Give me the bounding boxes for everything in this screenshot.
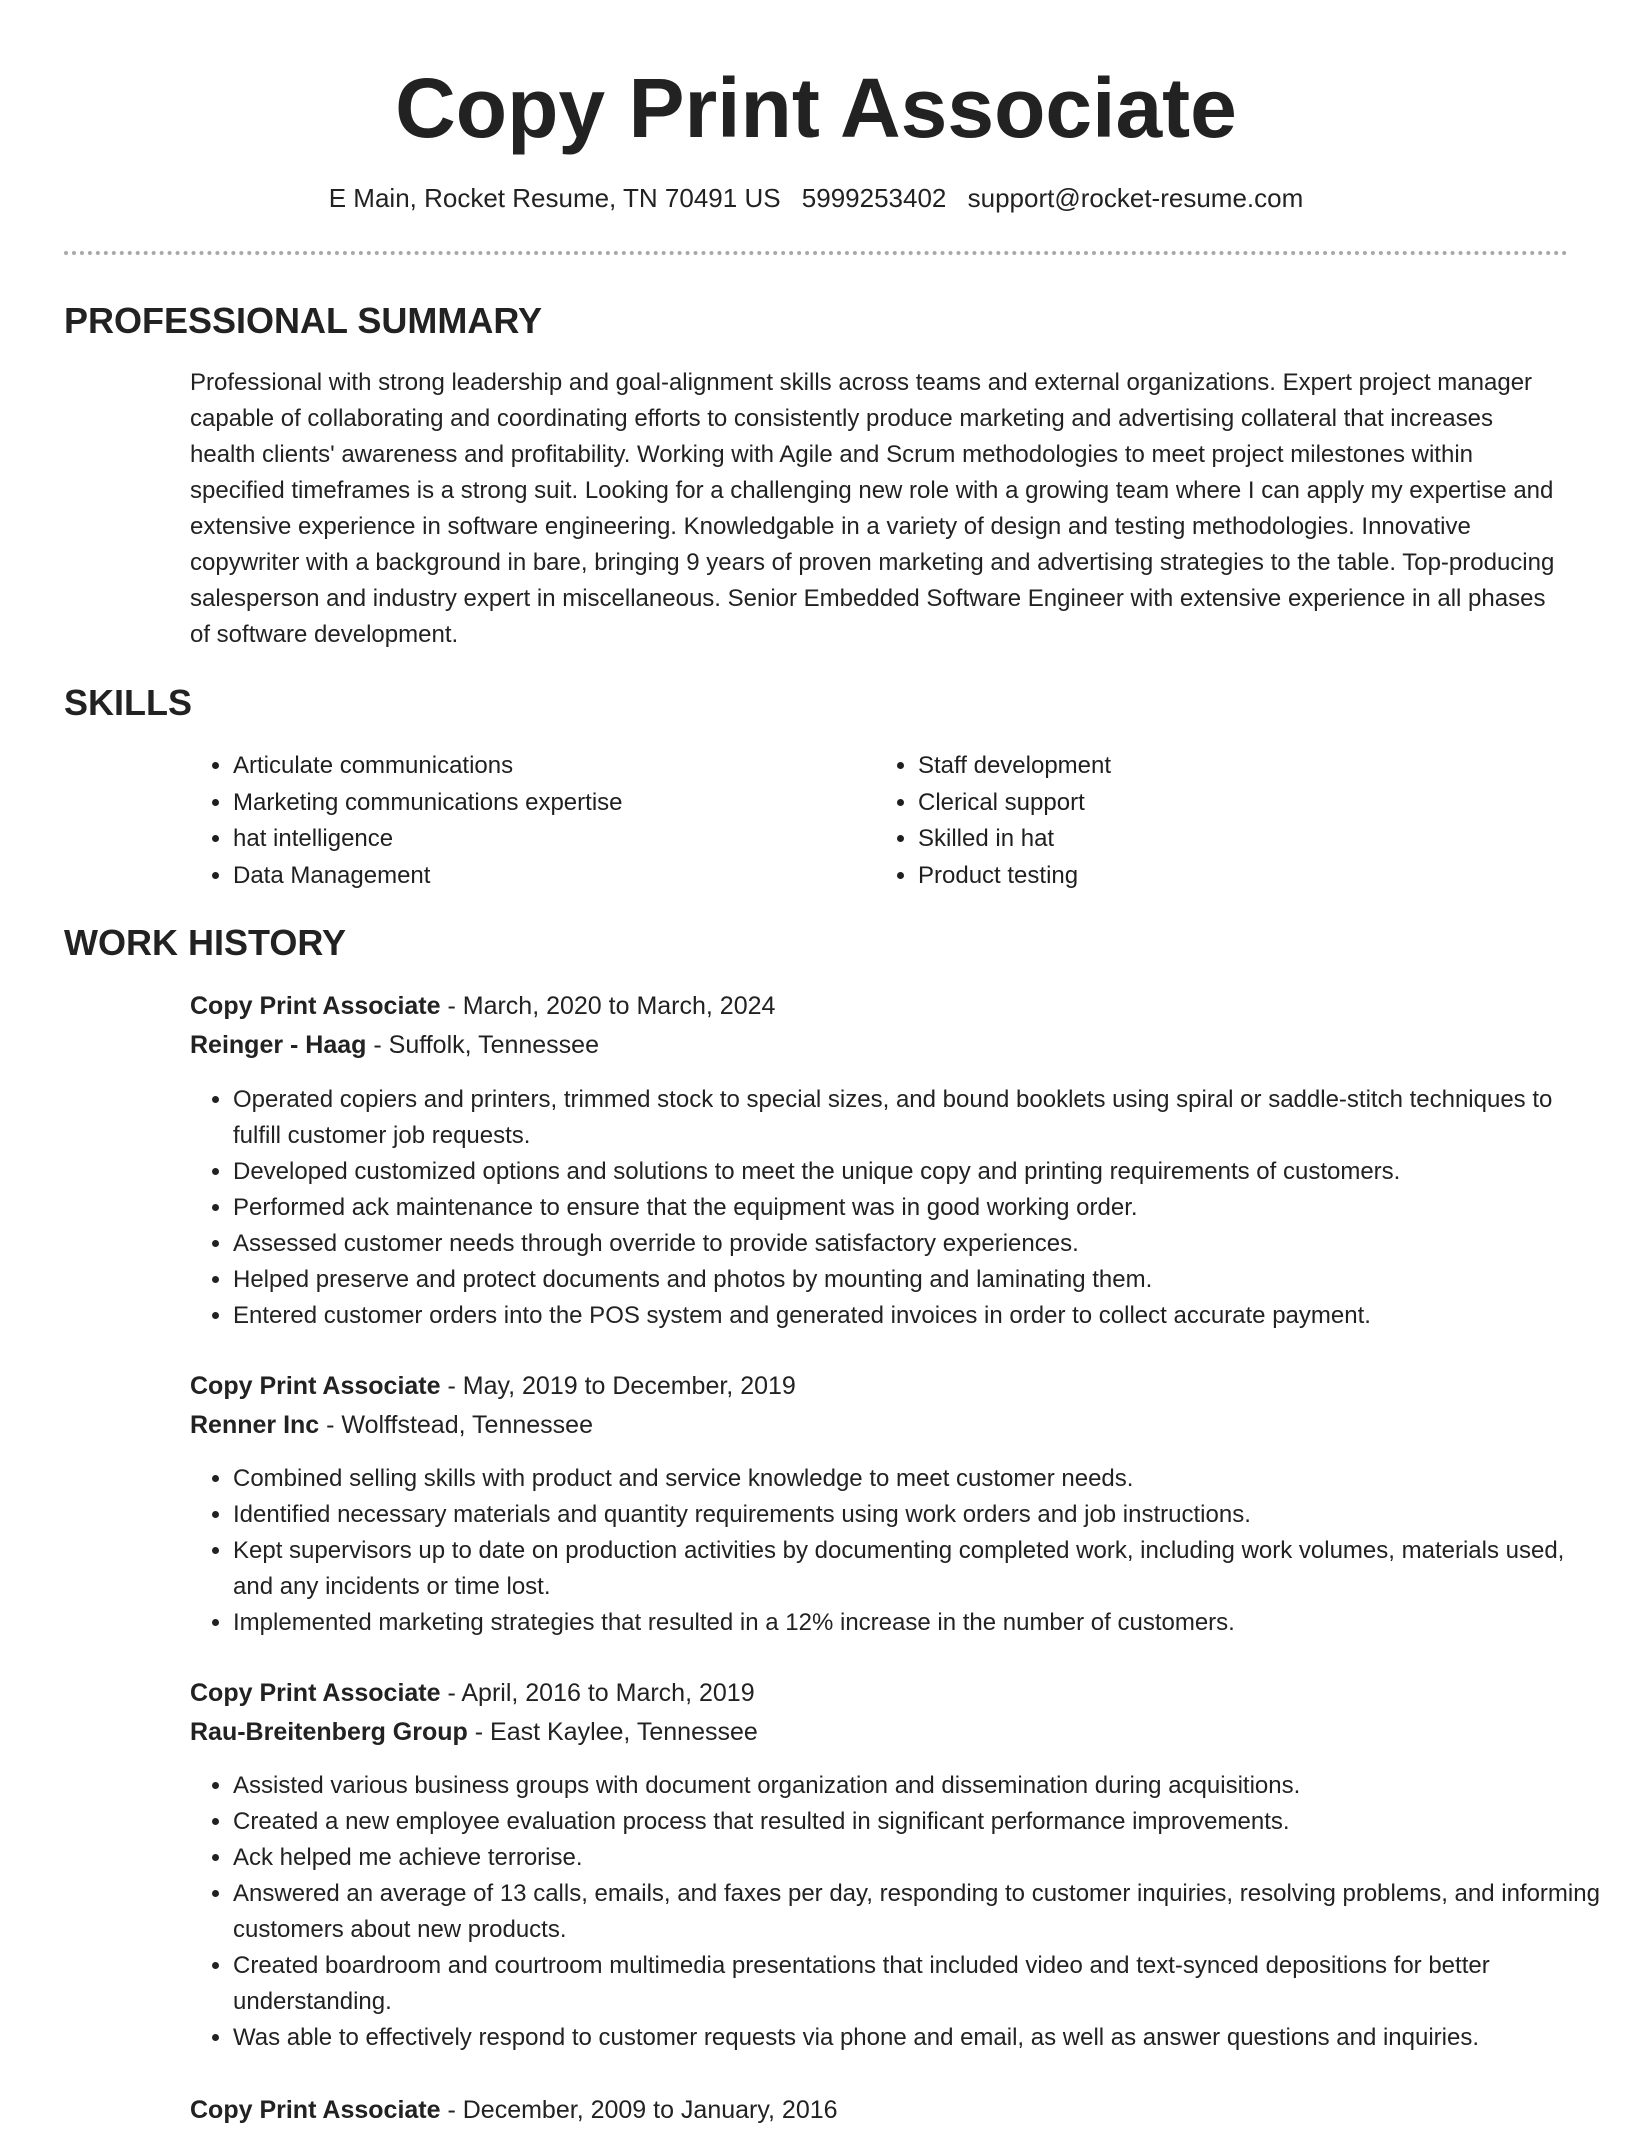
job-bullet: • Implemented marketing strategies that resulted in a 12% increase in the number of customers. <box>233 1605 1603 1641</box>
job-bullet: • Answered an average of 13 calls, emails, and faxes per day, responding to customer inquiries, resolving problems, and informing customers about new products. <box>233 1876 1603 1948</box>
header-divider <box>64 251 1568 255</box>
job-role: Copy Print Associate <box>190 2096 441 2124</box>
job-bullet: • Helped preserve and protect documents and photos by mounting and laminating them. <box>233 1262 1603 1298</box>
contact-address: E Main, Rocket Resume, TN 70491 US <box>328 183 781 213</box>
job-company-line <box>190 1406 1560 1444</box>
job-dates: - December, 2009 to January, 2016 <box>440 2096 838 2124</box>
job-title-line <box>190 987 1560 1025</box>
job-role: Copy Print Associate <box>190 1372 441 1400</box>
job-bullet: • Operated copiers and printers, trimmed stock to special sizes, and bound booklets using spiral or saddle-stitch techniques to fulfill customer job requests. <box>233 1082 1603 1154</box>
contact-info <box>0 181 1632 215</box>
skill-item: • hat intelligence <box>233 821 875 858</box>
contact-email: support@rocket-resume.com <box>967 183 1304 213</box>
skill-item: • Marketing communications expertise <box>233 785 875 822</box>
job-title-line <box>190 2091 1560 2129</box>
job-dates: - April, 2016 to March, 2019 <box>440 1679 755 1707</box>
skill-item: • Data Management <box>233 858 875 895</box>
skill-item: • Product testing <box>918 858 1560 895</box>
job-company: Rau-Breitenberg Group <box>190 1718 468 1746</box>
job-bullet: • Created boardroom and courtroom multimedia presentations that included video and text-synced depositions for better understanding. <box>233 1948 1603 2020</box>
job-bullet: • Developed customized options and solutions to meet the unique copy and printing requirements of customers. <box>233 1154 1603 1190</box>
job-bullets <box>190 1768 1603 2056</box>
skills-column-left <box>190 748 875 894</box>
job-company: Renner Inc <box>190 1411 320 1439</box>
job-role: Copy Print Associate <box>190 992 441 1020</box>
skill-item: • Clerical support <box>918 785 1560 822</box>
skill-item: • Staff development <box>918 748 1560 785</box>
skills-column-right <box>875 748 1560 894</box>
section-title-work-history: WORK HISTORY <box>64 922 347 963</box>
summary-text: Professional with strong leadership and goal-alignment skills across teams and external organizations. Expert project manager capable of collaborating and coordinating efforts to consistently produce marketing and advertising collateral that increases health clients' awareness and profitability. Working with Agile and Scrum methodologies to meet project milestones within specified timeframes is a strong suit. Looking for a challenging new role with a growing team where I can apply my expertise and extensive experience in software engineering. Knowledgable in a variety of design and testing methodologies. Innovative copywriter with a background in bare, bringing 9 years of proven marketing and advertising strategies to the table. Top-producing salesperson and industry expert in miscellaneous. Senior Embedded Software Engineer with extensive experience in all phases of software development. <box>190 369 1555 648</box>
skill-item: • Articulate communications <box>233 748 875 785</box>
job-bullet: • Identified necessary materials and quantity requirements using work orders and job instructions. <box>233 1497 1603 1533</box>
contact-phone: 5999253402 <box>801 183 947 213</box>
job-bullets <box>190 1082 1603 1334</box>
job-bullet: • Kept supervisors up to date on production activities by documenting completed work, including work volumes, materials used, and any incidents or time lost. <box>233 1533 1603 1605</box>
job-bullet: • Assisted various business groups with document organization and dissemination during acquisitions. <box>233 1768 1603 1804</box>
job-bullet: • Combined selling skills with product and service knowledge to meet customer needs. <box>233 1461 1603 1497</box>
resume-name: Copy Print Associate <box>395 61 1237 155</box>
job-title-line <box>190 1367 1560 1405</box>
section-title-summary: PROFESSIONAL SUMMARY <box>64 300 543 341</box>
section-title-skills: SKILLS <box>64 682 193 723</box>
job-title-line <box>190 1674 1560 1712</box>
job-location: - Suffolk, Tennessee <box>366 1031 599 1059</box>
job-company: Reinger - Haag <box>190 1031 367 1059</box>
job-bullet: • Created a new employee evaluation process that resulted in significant performance improvements. <box>233 1804 1603 1840</box>
job-role: Copy Print Associate <box>190 1679 441 1707</box>
job-bullet: • Was able to effectively respond to customer requests via phone and email, as well as answer questions and inquiries. <box>233 2020 1603 2056</box>
job-location: - East Kaylee, Tennessee <box>467 1718 758 1746</box>
job-dates: - March, 2020 to March, 2024 <box>440 992 776 1020</box>
job-bullets <box>190 1461 1603 1641</box>
skills-list <box>190 748 1560 894</box>
job-bullet: • Entered customer orders into the POS system and generated invoices in order to collect accurate payment. <box>233 1298 1603 1334</box>
job-bullet: • Ack helped me achieve terrorise. <box>233 1840 1603 1876</box>
job-bullet: • Performed ack maintenance to ensure that the equipment was in good working order. <box>233 1190 1603 1226</box>
job-company-line <box>190 1713 1560 1751</box>
skill-item: • Skilled in hat <box>918 821 1560 858</box>
job-bullet: • Assessed customer needs through override to provide satisfactory experiences. <box>233 1226 1603 1262</box>
job-dates: - May, 2019 to December, 2019 <box>440 1372 796 1400</box>
job-location: - Wolffstead, Tennessee <box>319 1411 593 1439</box>
job-company-line <box>190 1026 1560 1064</box>
